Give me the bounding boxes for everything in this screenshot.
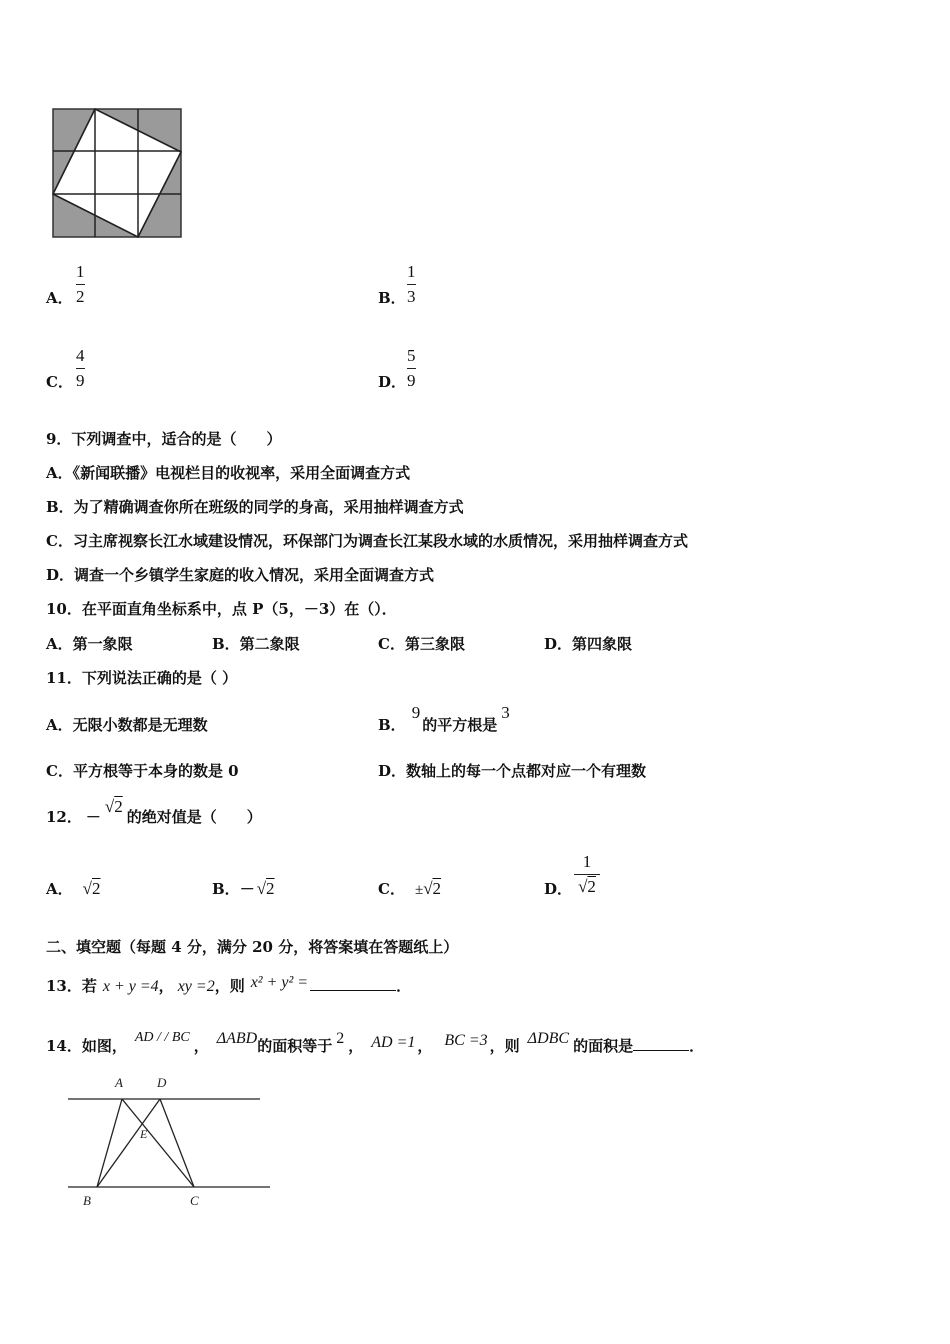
point-label-d: D [157,1075,167,1090]
q14-expr-parallel: AD / / BC [134,1030,190,1045]
point-label-e: E [140,1127,148,1141]
q8-option-b-letter: B． [378,289,406,307]
q13-expr-2: xy =2 [177,978,215,995]
q11-option-c: C．平方根等于本身的数是 0 [46,762,239,780]
q14-expr-abd: ΔABD [216,1030,258,1047]
point-label-c: C [190,1193,199,1208]
q12-text: 的绝对值是（ ） [126,808,262,826]
q9-stem: 9．下列调查中，适合的是（ ） [46,430,282,448]
q10-option-c: C．第三象限 [378,635,465,653]
q11-option-d: D．数轴上的每一个点都对应一个有理数 [378,762,647,780]
q8-option-d-letter: D． [378,373,407,391]
q13: 13．若 x + y =4， xy =2，则 x² + y² = ． [46,974,412,995]
q8-option-a-letter: A． [46,289,73,307]
q12-option-a: A． √2 [46,879,101,898]
q12-option-c: C． ±√2 [378,879,442,898]
point-label-b: B [83,1193,91,1208]
q8-option-c-fraction: 4 9 [76,346,85,390]
section-2-heading: 二、填空题（每题 4 分，满分 20 分，将答案填在答题纸上） [46,938,459,956]
q9-option-c: C．习主席视察长江水域建设情况，环保部门为调查长江某段水域的水质情况，采用抽样调查方式 [46,532,688,550]
point-label-a: A [115,1075,123,1090]
q12-option-b: B．－ √2 [212,879,275,898]
q9-option-a: A．《新闻联播》电视栏目的收视率，采用全面调查方式 [46,464,411,482]
q8-option-d-fraction: 5 9 [407,346,416,390]
q13-answer-blank[interactable] [310,974,396,991]
q11-b-nine: 9 [411,703,421,722]
q8-option-a-fraction: 1 2 [76,262,85,306]
q11-stem: 11．下列说法正确的是（ ） [46,669,238,687]
q12-option-d-letter: D． [544,880,573,898]
q11-b-text: 的平方根是 [422,716,498,734]
parallel-lines-figure [60,1070,280,1215]
q8-option-b-fraction: 1 3 [407,262,416,306]
q12-option-d-fraction: 1 √2 [574,852,600,897]
q10-option-b: B．第二象限 [212,635,300,653]
q13-expr-3: x² + y² = [250,974,309,991]
q12-minus: － [85,808,101,826]
q14-answer-blank[interactable] [633,1034,689,1051]
q10-stem: 10．在平面直角坐标系中，点 P（5，－3）在（）． [46,600,397,618]
q13-expr-1: x + y =4 [102,978,159,995]
grid-square-figure [52,108,184,240]
q11-option-b [378,703,510,735]
q14: 14．如图， AD / / BC ， ΔABD的面积等于 2 ， AD =1 ， BC =3 ，则 ΔDBC 的面积是 ． [46,1030,705,1055]
q14-expr-dbc: ΔDBC [527,1030,570,1047]
q11-b-letter: B． [378,716,406,734]
q8-option-c-letter: C． [46,373,73,391]
q9-option-b: B．为了精确调查你所在班级的同学的身高，采用抽样调查方式 [46,498,464,516]
q12-number: 12． [46,808,82,826]
q11-option-a: A．无限小数都是无理数 [46,716,208,734]
q10-option-a: A．第一象限 [46,635,133,653]
q12-sqrt2: √2 [104,797,123,816]
q9-option-d: D．调查一个乡镇学生家庭的收入情况，采用全面调查方式 [46,566,435,584]
q10-option-d: D．第四象限 [544,635,633,653]
q12-stem [46,797,262,827]
q11-b-three: 3 [501,703,510,722]
